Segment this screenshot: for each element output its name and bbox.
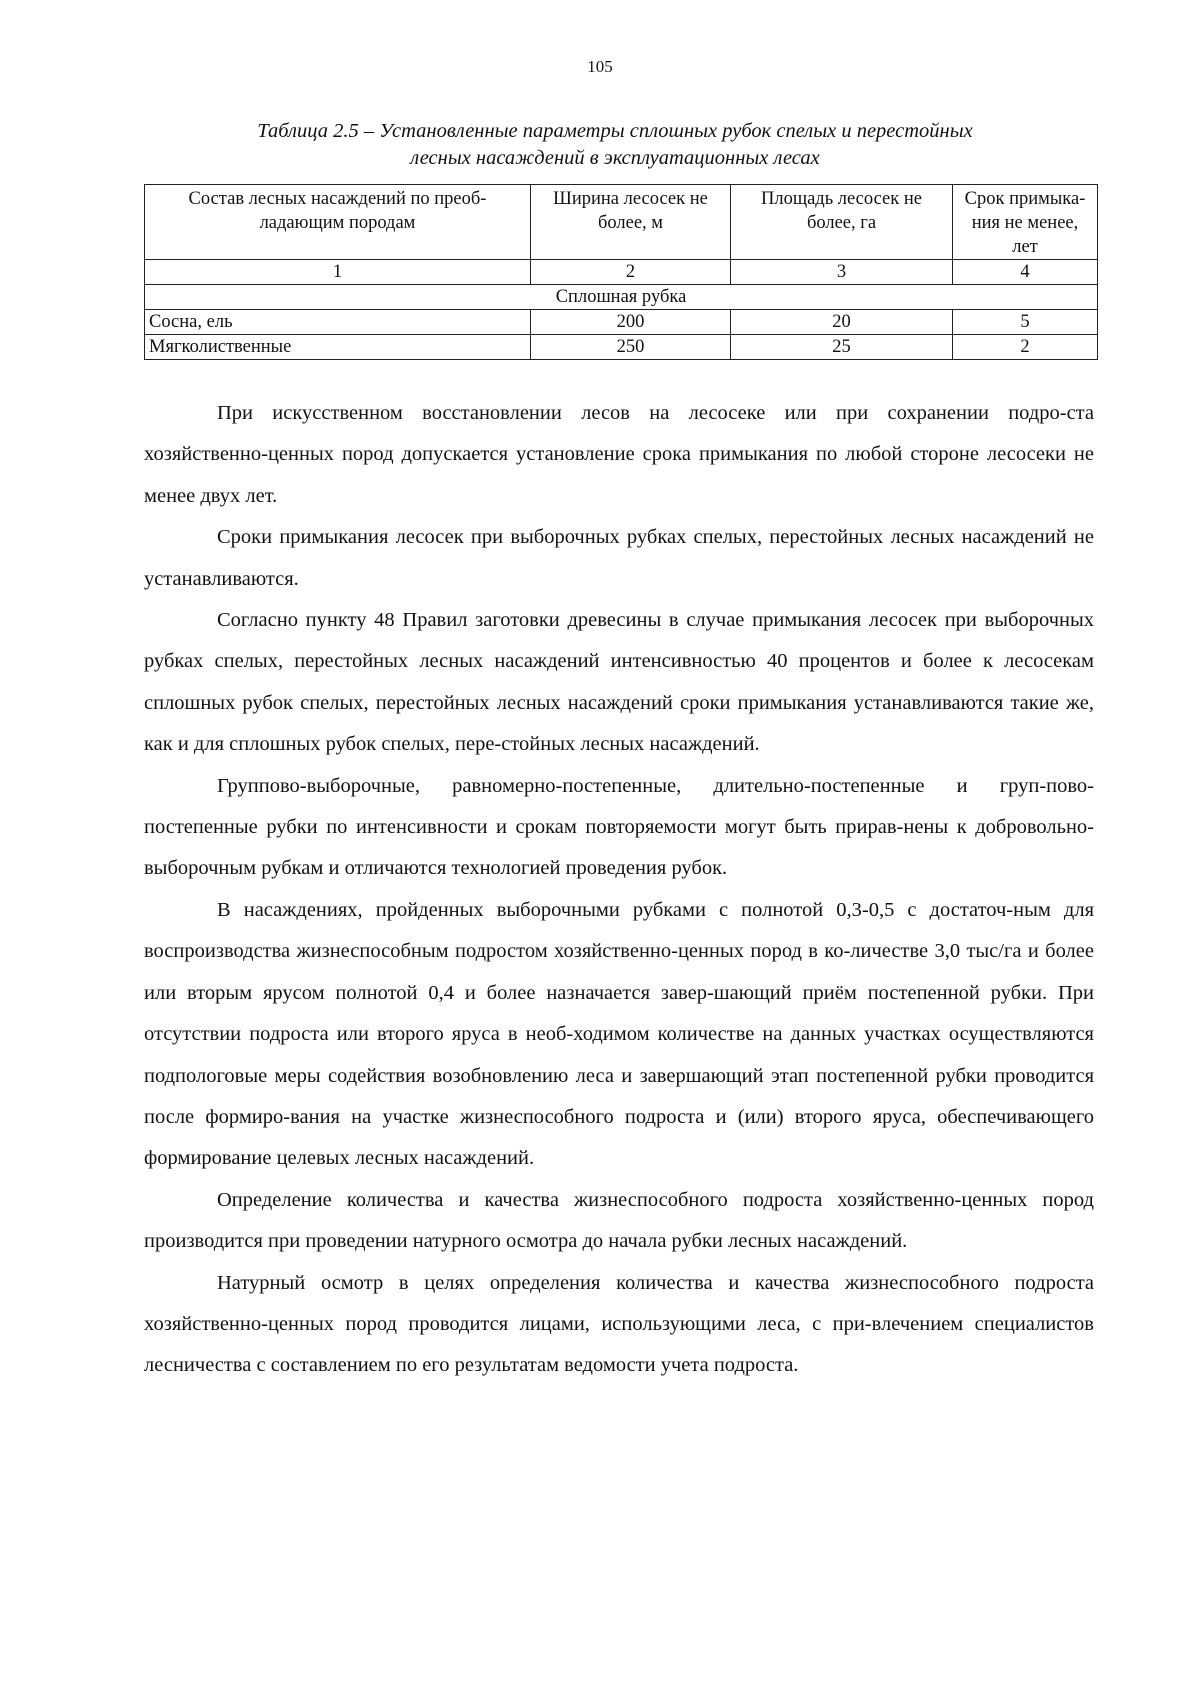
cell-area: 20 [731,310,953,335]
paragraph: Согласно пункту 48 Правил заготовки древесины в случае примыкания лесосек при выборочных рубках спелых, перестойных лесных насаждений интенсивностью 40 процентов и более к лесосекам сплошных рубок спелых, перестойных лесных насаждений сроки примыкания устанавливаются такие же, как и для сплошных рубок спелых, пере-стойных лесных насаждений. [144,609,1094,756]
header-adjacency-period: Срок примыка-ния не менее, лет [953,185,1098,260]
paragraph: В насаждениях, пройденных выборочными рубками с полнотой 0,3-0,5 с достаточ-ным для воспроизводства жизнеспособным подростом хозяйственно-ценных пород в ко-личестве 3,0 тыс/га и более или вторым ярусом полнотой 0,4 и более назначается завер-шающий приём постепенной рубки. При отсутствии подроста или второго яруса в необ-ходимом количестве на данных участках осуществляются подпологовые меры содействия возобновлению леса и завершающий этап постепенной рубки проводится после формиро-вания на участке жизнеспособного подроста и (или) второго яруса, обеспечивающего формирование целевых лесных насаждений. [144,898,1094,1170]
table-caption [150,118,1080,172]
paragraph: Натурный осмотр в целях определения количества и качества жизнеспособного подроста хозяйственно-ценных пород проводится лицами, использующими леса, с при-влечением специалистов лесничества с составлением по его результатам ведомости учета подроста. [144,1271,1094,1377]
column-number: 1 [145,260,531,285]
cell-period: 5 [953,310,1098,335]
paragraph: При искусственном восстановлении лесов на лесосеке или при сохранении подро-ста хозяйственно-ценных пород допускается установление срока примыкания по любой стороне лесосеки не менее двух лет. [144,402,1094,507]
parameters-table [144,184,1098,360]
cell-species: Мягколиственные [145,335,531,360]
header-width: Ширина лесосек не более, м [531,185,731,260]
column-number-row [145,260,1098,285]
column-number: 2 [531,260,731,285]
paragraph: Группово-выборочные, равномерно-постепенные, длительно-постепенные и груп-пово-постепенные рубки по интенсивности и срокам повторяемости могут быть прирав-нены к добровольно-выборочным рубкам и отличаются технологией проведения рубок. [144,774,1094,880]
cell-period: 2 [953,335,1098,360]
table-row [145,335,1098,360]
cell-species: Сосна, ель [145,310,531,335]
header-area: Площадь лесосек не более, га [731,185,953,260]
section-row [145,285,1098,310]
table-caption-line-2: лесных насаждений в эксплуатационных лесах [410,147,820,169]
table-row [145,310,1098,335]
column-number: 3 [731,260,953,285]
table-header-row [145,185,1098,260]
cell-area: 25 [731,335,953,360]
header-composition: Состав лесных насаждений по преоб-ладающим породам [145,185,531,260]
paragraph: Определение количества и качества жизнеспособного подроста хозяйственно-ценных пород производится при проведении натурного осмотра до начала рубки лесных насаждений. [144,1188,1094,1253]
table-caption-line-1: Таблица 2.5 – Установленные параметры сплошных рубок спелых и перестойных [257,120,973,142]
body-text [144,393,1094,1387]
cell-width: 200 [531,310,731,335]
column-number: 4 [953,260,1098,285]
paragraph: Сроки примыкания лесосек при выборочных рубках спелых, перестойных лесных насаждений не устанавливаются. [144,526,1094,590]
section-title: Сплошная рубка [145,285,1098,310]
page-number: 105 [587,57,613,76]
cell-width: 250 [531,335,731,360]
